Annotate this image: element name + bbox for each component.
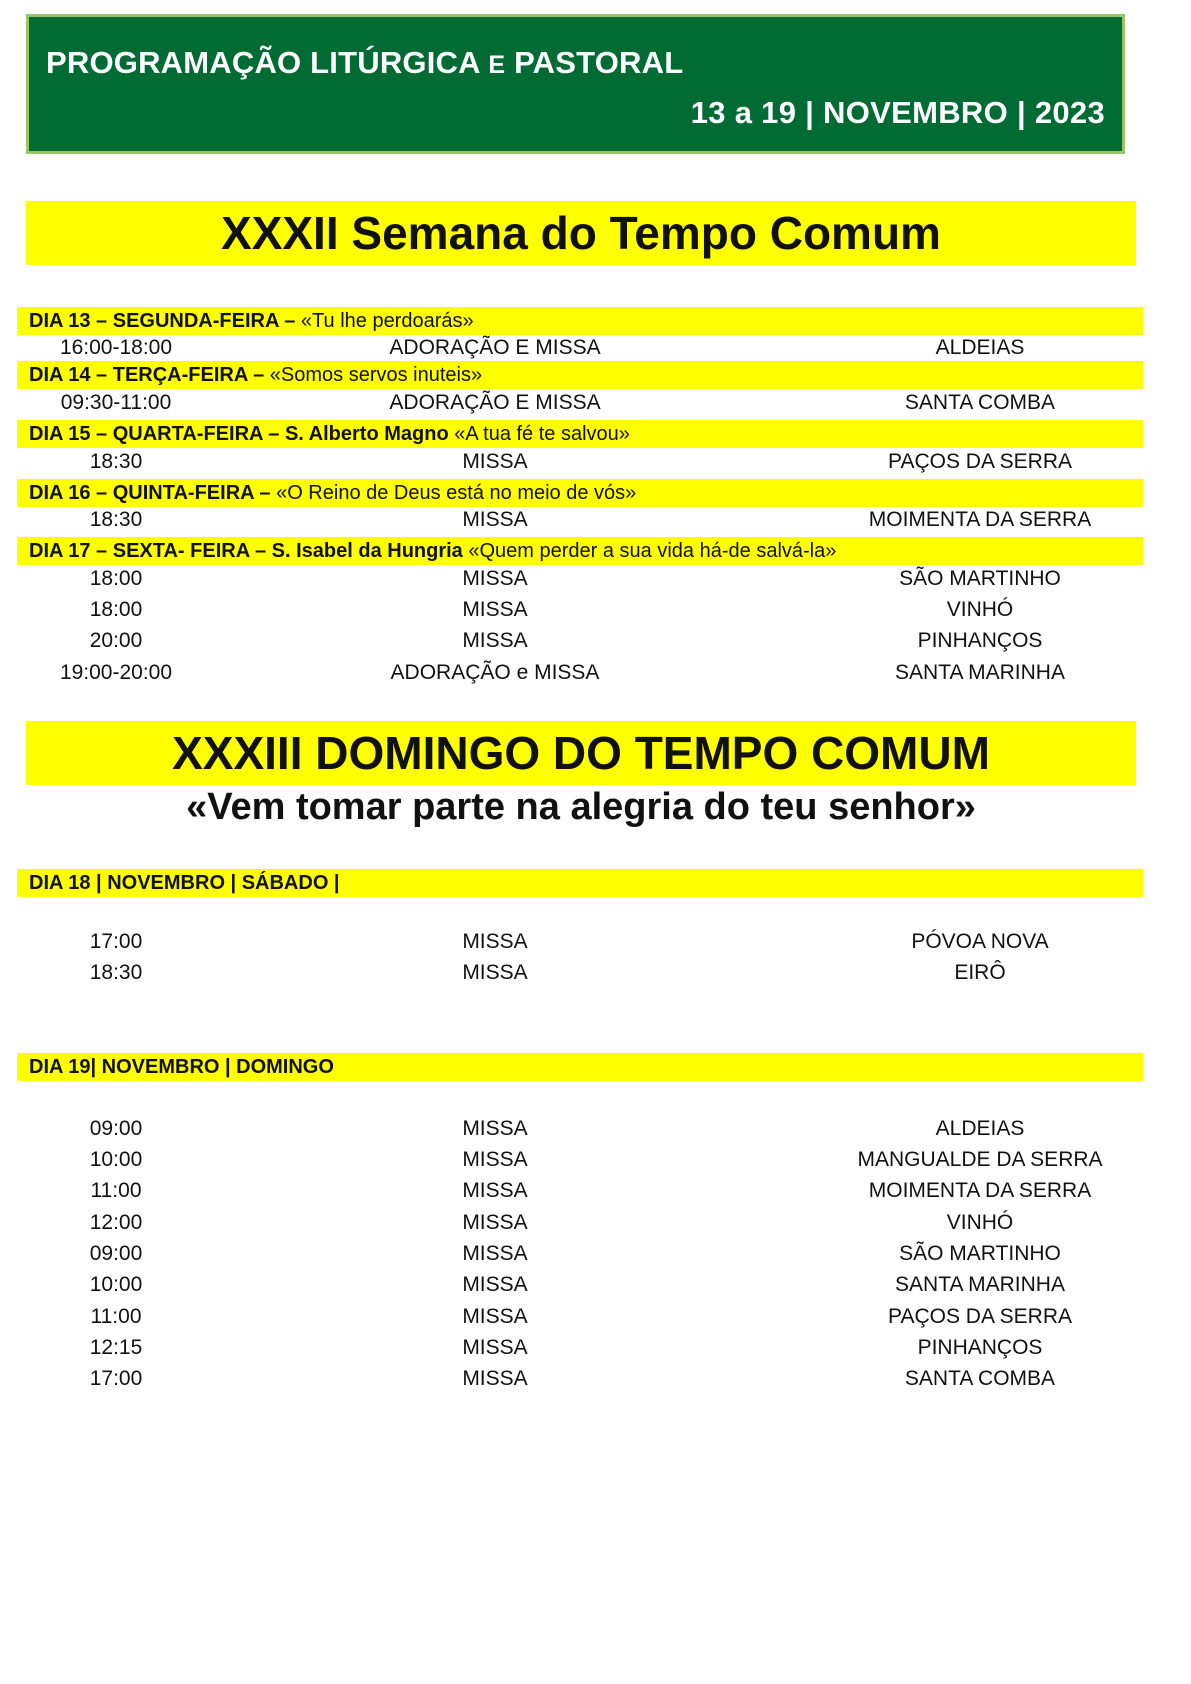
event-row	[0, 1239, 1191, 1269]
event-place: PÓVOA NOVA	[911, 930, 1049, 953]
event-place: VINHÓ	[946, 1211, 1014, 1234]
event-place: PINHANÇOS	[917, 629, 1043, 652]
day-header-19	[17, 1053, 1143, 1081]
header-title-connector: E	[488, 51, 506, 79]
sunday-subtitle: «Vem tomar parte na alegria do teu senhor»	[186, 786, 976, 828]
event-time: 12:00	[89, 1211, 143, 1234]
event-time: 17:00	[89, 930, 143, 953]
event-row	[0, 626, 1191, 656]
event-time: 18:00	[89, 598, 143, 621]
event-time: 09:00	[89, 1242, 143, 1265]
event-place: ALDEIAS	[935, 1117, 1025, 1140]
day-header-14	[17, 361, 1143, 389]
event-activity: MISSA	[462, 567, 528, 590]
event-activity: MISSA	[462, 1367, 528, 1390]
event-place: VINHÓ	[946, 598, 1014, 621]
event-time: 11:00	[90, 1179, 142, 1202]
event-place: SANTA COMBA	[904, 391, 1056, 414]
event-time: 17:00	[89, 1367, 143, 1390]
event-activity: MISSA	[462, 1273, 528, 1296]
event-place: PAÇOS DA SERRA	[888, 450, 1072, 473]
day-title: DIA 14 – TERÇA-FEIRA –	[29, 364, 265, 386]
event-place: MOIMENTA DA SERRA	[868, 1179, 1092, 1202]
event-row	[0, 505, 1191, 535]
event-time: 11:00	[90, 1305, 142, 1328]
event-place: SANTA MARINHA	[895, 661, 1065, 684]
event-place: MANGUALDE DA SERRA	[857, 1148, 1103, 1171]
event-row	[0, 1114, 1191, 1144]
day-header-15	[17, 420, 1143, 448]
event-place: SÃO MARTINHO	[899, 567, 1061, 590]
event-row	[0, 1333, 1191, 1363]
event-activity: MISSA	[462, 629, 528, 652]
event-activity: ADORAÇÃO E MISSA	[389, 336, 601, 359]
event-row	[0, 1302, 1191, 1332]
event-activity: MISSA	[462, 961, 528, 984]
event-row	[0, 1364, 1191, 1394]
event-time: 10:00	[89, 1148, 143, 1171]
event-activity: MISSA	[462, 1211, 528, 1234]
event-row	[0, 958, 1191, 988]
day-title: DIA 17 – SEXTA- FEIRA – S. Isabel da Hungria	[29, 540, 463, 562]
event-row	[0, 564, 1191, 594]
header-title-part2: PASTORAL	[505, 45, 684, 80]
event-place: SANTA COMBA	[904, 1367, 1056, 1390]
event-activity: ADORAÇÃO E MISSA	[389, 391, 601, 414]
header-dates: 13 a 19 | NOVEMBRO | 2023	[690, 95, 1105, 130]
event-activity: MISSA	[462, 1148, 528, 1171]
event-time: 18:00	[89, 567, 143, 590]
event-time: 10:00	[89, 1273, 143, 1296]
header-title	[46, 45, 683, 81]
event-time: 12:15	[89, 1336, 143, 1359]
event-activity: MISSA	[462, 1336, 528, 1359]
event-activity: ADORAÇÃO e MISSA	[390, 661, 600, 684]
page-header	[26, 14, 1125, 154]
day-title: DIA 16 – QUINTA-FEIRA –	[29, 482, 271, 504]
event-row	[0, 927, 1191, 957]
event-time: 18:30	[89, 961, 143, 984]
header-title-part1: PROGRAMAÇÃO LITÚRGICA	[46, 45, 489, 80]
day-title: DIA 13 – SEGUNDA-FEIRA –	[29, 310, 296, 332]
event-row	[0, 333, 1191, 363]
event-activity: MISSA	[462, 1179, 528, 1202]
day-title: DIA 19| NOVEMBRO | DOMINGO	[29, 1056, 334, 1078]
event-time: 20:00	[89, 629, 143, 652]
event-row	[0, 1176, 1191, 1206]
event-activity: MISSA	[462, 508, 528, 531]
sunday-banner: XXXIII DOMINGO DO TEMPO COMUM	[26, 721, 1136, 785]
day-quote: «Somos servos inuteis»	[264, 364, 483, 386]
event-row	[0, 658, 1191, 688]
event-time: 18:30	[89, 450, 143, 473]
week-banner: XXXII Semana do Tempo Comum	[26, 201, 1136, 265]
day-title: DIA 18 | NOVEMBRO | SÁBADO |	[29, 872, 340, 894]
event-place: MOIMENTA DA SERRA	[868, 508, 1092, 531]
day-quote: «Tu lhe perdoarás»	[295, 310, 474, 332]
event-time: 09:00	[89, 1117, 143, 1140]
day-title: DIA 15 – QUARTA-FEIRA – S. Alberto Magno	[29, 423, 449, 445]
event-activity: MISSA	[462, 1242, 528, 1265]
event-row	[0, 595, 1191, 625]
day-header-16	[17, 479, 1143, 507]
event-place: ALDEIAS	[935, 336, 1025, 359]
event-time: 19:00-20:00	[59, 661, 173, 684]
event-activity: MISSA	[462, 450, 528, 473]
event-activity: MISSA	[462, 1117, 528, 1140]
event-row	[0, 1208, 1191, 1238]
event-row	[0, 388, 1191, 418]
event-place: PAÇOS DA SERRA	[888, 1305, 1072, 1328]
day-quote: «Quem perder a sua vida há-de salvá-la»	[462, 540, 837, 562]
day-quote: «A tua fé te salvou»	[448, 423, 630, 445]
event-time: 16:00-18:00	[59, 336, 173, 359]
event-place: PINHANÇOS	[917, 1336, 1043, 1359]
day-quote: «O Reino de Deus está no meio de vós»	[270, 482, 637, 504]
event-row	[0, 447, 1191, 477]
event-activity: MISSA	[462, 598, 528, 621]
event-place: EIRÔ	[954, 961, 1006, 984]
event-place: SANTA MARINHA	[895, 1273, 1065, 1296]
event-place: SÃO MARTINHO	[899, 1242, 1061, 1265]
event-row	[0, 1270, 1191, 1300]
day-header-18	[17, 869, 1143, 897]
event-activity: MISSA	[462, 930, 528, 953]
event-activity: MISSA	[462, 1305, 528, 1328]
event-time: 09:30-11:00	[60, 391, 172, 414]
event-row	[0, 1145, 1191, 1175]
day-header-17	[17, 537, 1143, 565]
day-header-13	[17, 307, 1143, 335]
event-time: 18:30	[89, 508, 143, 531]
